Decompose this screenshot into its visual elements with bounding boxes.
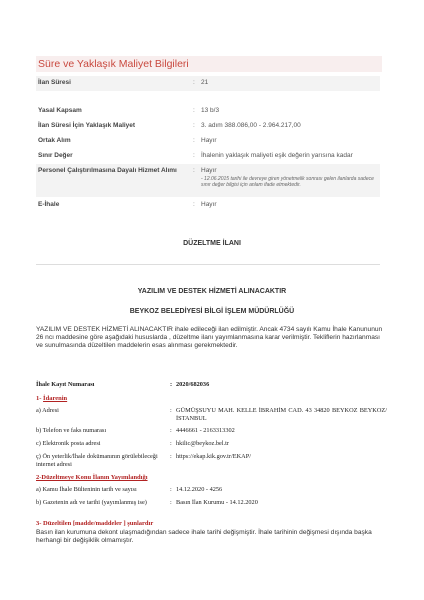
section-1-heading — [36, 395, 67, 403]
info-colon: : — [193, 201, 195, 208]
kayit-value: 2020/682036 — [176, 381, 210, 388]
info-colon: : — [193, 107, 195, 114]
adres-value: GÜMÜŞSUYU MAH. KELLE İBRAHİM CAD. 43 34820 BEYKOZ BEYKOZ/İSTANBUL — [176, 407, 387, 422]
info-value: İhalenin yaklaşık maliyeti eşik değerin yarısına kadar — [201, 152, 353, 159]
info-colon: : — [193, 167, 195, 174]
info-colon: : — [193, 122, 195, 129]
info-row-yasal-kapsam — [36, 104, 380, 117]
telefon-label: b) Telefon ve faks numarası — [36, 427, 107, 434]
adres-label: a) Adresi — [36, 407, 59, 414]
gazete-colon: : — [170, 499, 172, 506]
eposta-colon: : — [170, 440, 172, 447]
gazete-value: Basın İlan Kurumu - 14.12.2020 — [176, 499, 258, 506]
info-row-ortak-alim — [36, 134, 380, 147]
section-1-number: 1- — [36, 395, 42, 402]
section-1-title: İdarenin — [43, 395, 68, 402]
info-row-sinir-deger — [36, 149, 380, 162]
eposta-link[interactable]: hkilic@beykoz.bel.tr — [176, 440, 230, 447]
info-value: 13 b/3 — [201, 107, 220, 114]
info-label: E-İhale — [38, 201, 60, 208]
telefon-colon: : — [170, 427, 172, 434]
adres-colon: : — [170, 407, 172, 414]
info-label: Personel Çalıştırılmasına Dayalı Hizmet Alımı — [38, 167, 177, 174]
info-row-ilan-suresi — [36, 76, 380, 91]
notice-subject: YAZILIM VE DESTEK HİZMETİ ALINACAKTIR — [137, 288, 287, 295]
section-title: Süre ve Yaklaşık Maliyet Bilgileri — [36, 56, 382, 72]
info-row-e-ihale — [36, 198, 380, 211]
info-value: 21 — [201, 79, 209, 86]
info-colon: : — [193, 79, 195, 86]
bulten-colon: : — [170, 486, 172, 493]
info-label: Sınır Değer — [38, 152, 73, 159]
bulten-value: 14.12.2020 - 4256 — [176, 486, 223, 493]
notice-heading: DÜZELTME İLANI — [183, 240, 241, 247]
kayit-label: İhale Kayıt Numarası — [36, 381, 95, 388]
info-label: Yasal Kapsam — [38, 107, 82, 114]
info-value: Hayır — [201, 201, 217, 208]
info-label: İlan Süresi İçin Yaklaşık Maliyet — [38, 122, 136, 129]
internet-link[interactable]: https://ekap.kik.gov.tr/EKAP/ — [176, 453, 251, 460]
bulten-label: a) Kamu İhale Bülteninin tarih ve sayısı — [36, 486, 137, 493]
info-value-text: Hayır — [201, 167, 217, 174]
info-note: - 12.06.2015 tarihi ile devreye giren yönetmelik sonrası gelen ilanlarda sadece sınır değer bilgisi için anlam ifade etmektedir. — [201, 176, 374, 189]
intro-paragraph: YAZILIM VE DESTEK HİZMETİ ALINACAKTIR ihale edileceği ilan edilmiştir. Ancak 4734 sayılı Kamu İhale Kanununun 26 ncı maddesine göre aşağıdaki hususlarda , düzeltme ilanı yayımlanmasına karar verilmiştir. Tekliflerin hazırlanması ve sunulmasında düzeltilen maddelerin esas alınması gerekmektedir. — [36, 326, 383, 349]
info-colon: : — [193, 137, 195, 144]
notice-authority: BEYKOZ BELEDİYESİ BİLGİ İŞLEM MÜDÜRLÜĞÜ — [129, 308, 295, 315]
info-row-yaklasik-maliyet — [36, 119, 380, 132]
info-label: İlan Süresi — [38, 79, 71, 86]
info-label: Ortak Alım — [38, 137, 71, 144]
info-value: 3. adım 388.086,00 - 2.964.217,00 — [201, 122, 301, 129]
internet-colon: : — [170, 453, 172, 460]
info-value — [201, 167, 377, 188]
internet-label: ç) Ön yeterlik/İhale dokümanının görülebileceği internet adresi — [36, 453, 158, 468]
info-colon: : — [193, 152, 195, 159]
divider — [36, 264, 380, 265]
section-2-heading: 2-Düzeltmeye Konu İlanın Yayımlandığı — [36, 474, 148, 481]
section-3-heading: 3- Düzeltilen [madde/maddeler ] şunlardır — [36, 520, 154, 527]
info-value: Hayır — [201, 137, 217, 144]
section-3-text: Basın ilan kurumuna dekont ulaşmadığından sadece ihale tarihi değişmiştir. İhale tarihinin değişmesi dışında başka herhangi bir değişiklik olmamıştır. — [36, 529, 372, 544]
kayit-colon: : — [170, 381, 173, 388]
telefon-value: 4446661 - 2163313302 — [176, 427, 235, 434]
gazete-label: b) Gazetenin adı ve tarihi (yayımlanmış ise) — [36, 499, 147, 506]
eposta-label: c) Elektronik posta adresi — [36, 440, 101, 447]
info-row-personel — [36, 164, 380, 197]
